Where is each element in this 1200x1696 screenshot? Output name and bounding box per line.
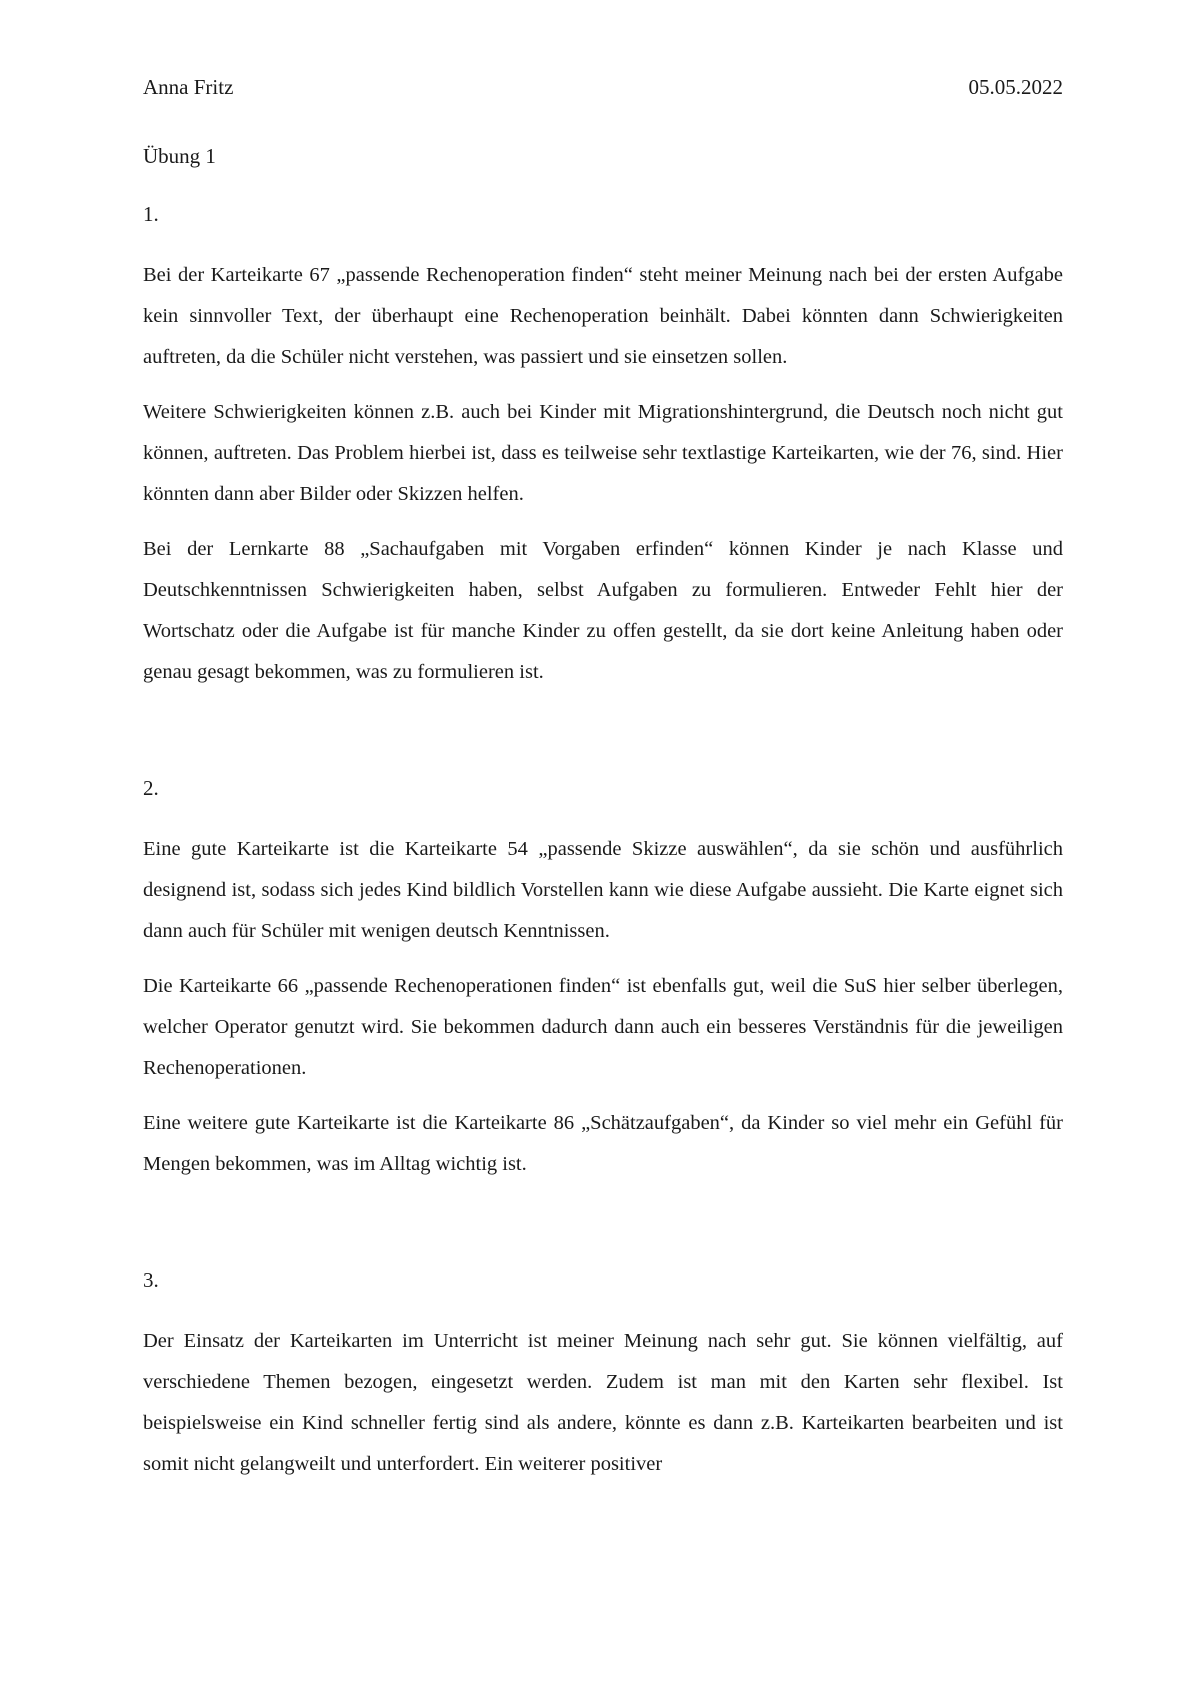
section-number-2: 2. [143, 776, 159, 800]
paragraph: Eine weitere gute Karteikarte ist die Karteikarte 86 „Schätzaufgaben“, da Kinder so viel mehr ein Gefühl für Mengen bekommen, was im Alltag wichtig ist. [143, 1112, 1063, 1175]
paragraph: Bei der Karteikarte 67 „passende Rechenoperation finden“ steht meiner Meinung nach bei der ersten Aufgabe kein sinnvoller Text, der überhaupt eine Rechenoperation beinhält. Dabei könnten dann Schwierigkeiten auftreten, da die Schüler nicht verstehen, was passiert und sie einsetzen sollen. [143, 264, 1063, 368]
paragraph: Weitere Schwierigkeiten können z.B. auch bei Kinder mit Migrationshintergrund, die Deutsch noch nicht gut können, auftreten. Das Problem hierbei ist, dass es teilweise sehr textlastige Karteikarten, wie der 76, sind. Hier könnten dann aber Bilder oder Skizzen helfen. [143, 401, 1063, 505]
section-number-3: 3. [143, 1268, 159, 1292]
document-title: Übung 1 [143, 144, 216, 168]
section-number-1: 1. [143, 202, 159, 226]
paragraph: Die Karteikarte 66 „passende Rechenoperationen finden“ ist ebenfalls gut, weil die SuS hier selber überlegen, welcher Operator genutzt wird. Sie bekommen dadurch dann auch ein besseres Verständnis für die jeweiligen Rechenoperationen. [143, 975, 1063, 1079]
section-spacer [143, 707, 1063, 773]
paragraph: Der Einsatz der Karteikarten im Unterricht ist meiner Meinung nach sehr gut. Sie können vielfältig, auf verschiedene Themen bezogen, eingesetzt werden. Zudem ist man mit den Karten sehr flexibel. Ist beispielsweise ein Kind schneller fertig sind als andere, könnte es dann z.B. Karteikarten bearbeiten und ist somit nicht gelangweilt und unterfordert. Ein weiterer positiver [143, 1330, 1063, 1475]
paragraph: Eine gute Karteikarte ist die Karteikarte 54 „passende Skizze auswählen“, da sie schön und ausführlich designend ist, sodass sich jedes Kind bildlich Vorstellen kann wie diese Aufgabe aussieht. Die Karte eignet sich dann auch für Schüler mit wenigen deutsch Kenntnissen. [143, 838, 1063, 942]
section-spacer [143, 1199, 1063, 1265]
page-header [143, 72, 1063, 102]
paragraph: Bei der Lernkarte 88 „Sachaufgaben mit Vorgaben erfinden“ können Kinder je nach Klasse und Deutschkenntnissen Schwierigkeiten haben, selbst Aufgaben zu formulieren. Entweder Fehlt hier der Wortschatz oder die Aufgabe ist für manche Kinder zu offen gestellt, da sie dort keine Anleitung haben oder genau gesagt bekommen, was zu formulieren ist. [143, 538, 1063, 683]
author-name: Anna Fritz [143, 75, 234, 99]
document-date: 05.05.2022 [968, 75, 1063, 99]
document-body [143, 141, 1063, 1499]
